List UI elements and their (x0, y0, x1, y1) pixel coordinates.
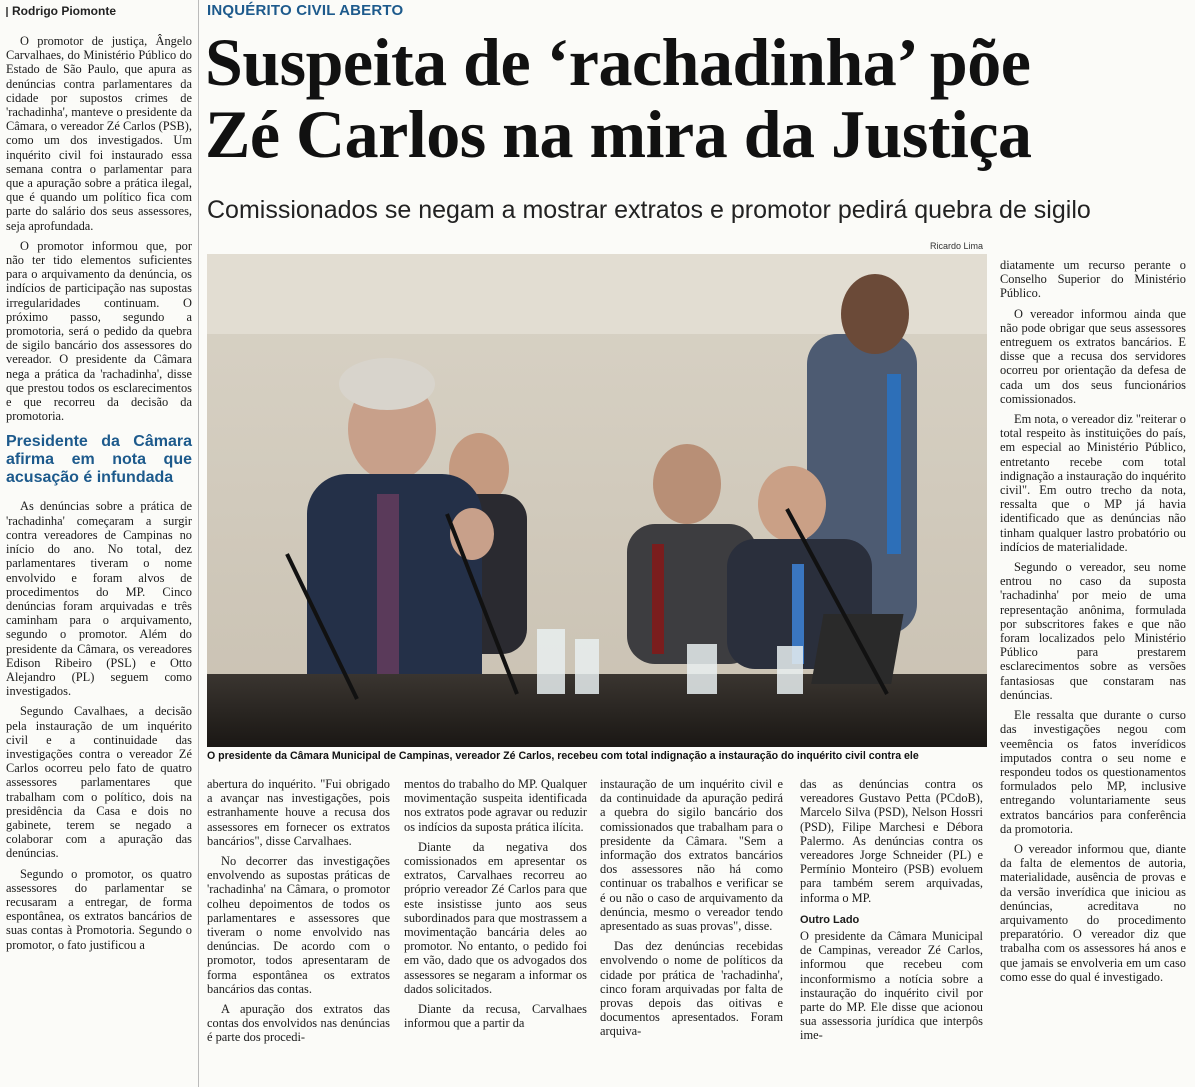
col1-subhead: Presidente da Câmara afirma em nota que acusação é infundada (6, 433, 192, 487)
col1-paragraph-3: As denúncias sobre a prática de 'rachadinha' começaram a surgir contra vereadores de Campinas no início do ano. No total, dez parlamentares tiveram o nome envolvido e foram alvos de procedimentos do MP. Cinco denúncias foram arquivadas e três caminham para o arquivamento, segundo o promotor. Além do presidente da Câmara, os vereadores Edison Ribeiro (PSL) e Otto Alejandro (PL) seguem como investigados. (6, 499, 192, 699)
col6-paragraph-4: Segundo o vereador, seu nome entrou no caso da suposta 'rachadinha' por meio de uma representação anônima, formulada por subscritores fakes e que não foram localizados pelo Ministério Público para prestarem esclarecimentos sobre as versões fantasiosas que constaram nas denúncias. (1000, 560, 1186, 702)
byline-text: Rodrigo Piomonte (12, 4, 116, 18)
col4-paragraph-1: instauração de um inquérito civil e da continuidade da apuração pedirá a quebra do sigilo bancário dos comissionados que trabalham para o presidente da Câmara. "Sem a informação dos extratos bancários dos assessores não há como continuar os trabalhos e verificar se é ou não o caso de arquivamento da denúncia, mesmo o vereador tendo apresentado as suas provas", disse. (600, 777, 783, 934)
headline (205, 26, 1190, 170)
col4-paragraph-2: Das dez denúncias recebidas envolvendo o nome de políticos da cidade por prática de 'rachadinha', cinco foram arquivadas por falta de provas depois das oitivas e documentos apresentados. Foram arquiva- (600, 939, 783, 1039)
col1-paragraph-1: O promotor de justiça, Ângelo Carvalhaes, do Ministério Público do Estado de São Paulo, que apura as denúncias contra parlamentares da cidade por supostos crimes de 'rachadinha', manteve o presidente da Câmara, o vereador Zé Carlos (PSB), como um dos investigados. Um inquérito civil foi instaurado essa semana contra o parlamentar para que a apuração sobre a prática ilegal, que é quando um político fica com parte do salário dos seus assessores, seja aprofundada. (6, 34, 192, 233)
col5-paragraph-2: O presidente da Câmara Municipal de Campinas, vereador Zé Carlos, informou que recebeu com inconformismo a notícia sobre a instauração do inquérito civil por parte do MP. Ele disse que acionou sua assessoria jurídica que interpôs ime- (800, 929, 983, 1043)
col3-paragraph-2: Diante da negativa dos comissionados em apresentar os extratos, Carvalhaes recorreu ao próprio vereador Zé Carlos para que este insistisse junto aos seus subordinados para que mostrassem a movimentação bancária deles ao promotor. No entanto, o pedido foi em vão, dado que os advogados dos assessores se negaram a informar os dados solicitados. (404, 839, 587, 996)
col6-paragraph-5: Ele ressalta que durante o curso das investigações negou com veemência os fatos inverídicos imputados contra o seu nome e respondeu todos os questionamentos formulados pelo MP, inclusive entregando voluntariamente seus extratos bancários para conferência da promotoria. (1000, 708, 1186, 836)
col6-paragraph-1: diatamente um recurso perante o Conselho Superior do Ministério Público. (1000, 258, 1186, 301)
col1-paragraph-2: O promotor informou que, por não ter tido elementos suficientes para o arquivamento da denúncia, os indícios de participação nas supostas irregularidades continuam. O próximo passo, segundo a promotoria, será o pedido da quebra de sigilo bancário dos assessores do vereador. O presidente da Câmara nega a prática da 'rachadinha', disse que prestou todos os esclarecimentos e que recorreu da decisão da promotoria. (6, 238, 192, 424)
col2-paragraph-2: No decorrer das investigações envolvendo as supostas práticas de 'rachadinha' na Câmara, o promotor colheu depoimentos de todos os parlamentares e assessores que tiveram o nome envolvido nas denúncias. De acordo com o promotor, todos apresentaram de forma espontânea os extratos bancários das contas. (207, 854, 390, 996)
column-1 (6, 34, 192, 958)
column-4 (600, 777, 783, 1045)
news-photo (207, 254, 987, 747)
headline-line-2: Zé Carlos na mira da Justiça (205, 96, 1032, 172)
column-3 (404, 777, 587, 1036)
byline-bar (6, 7, 8, 17)
col2-paragraph-3: A apuração dos extratos das contas dos envolvidos nas denúncias é parte dos procedi- (207, 1002, 390, 1045)
deck: Comissionados se negam a mostrar extratos e promotor pedirá quebra de sigilo (207, 196, 1091, 224)
photo-credit: Ricardo Lima (930, 241, 984, 251)
col6-paragraph-2: O vereador informou ainda que não pode obrigar que seus assessores entreguem os extratos bancários. E disse que a recusa dos servidores ocorreu por orientação da defesa de cada um dos seus funcionários comissionados. (1000, 306, 1186, 406)
column-divider (198, 0, 199, 1087)
kicker: INQUÉRITO CIVIL ABERTO (207, 2, 404, 19)
col5-subhead: Outro Lado (800, 913, 860, 926)
col6-paragraph-6: O vereador informou que, diante da falta de elementos de autoria, materialidade, ausência de provas e da versão inverídica que iniciou as denúncias, acreditava no arquivamento do procedimento preparatório. O vereador diz que trabalha com os assessores há anos e que jamais se envolveria em um caso como esse do qual é investigado. (1000, 841, 1186, 984)
col5-paragraph-1: das as denúncias contra os vereadores Gustavo Petta (PCdoB), Marcelo Silva (PSD), Nelson Hossri (PSD), Filipe Marchesi e Débora Palermo. As denúncias contra os vereadores Jorge Schneider (PL) e Permínio Monteiro (PSB) evoluem para também serem arquivadas, informa o MP. (800, 777, 983, 905)
column-2 (207, 777, 390, 1051)
col6-paragraph-3: Em nota, o vereador diz "reiterar o total respeito às instituições do país, em especial ao Ministério Público, entretanto recebe com total indignação a instauração do inquérito civil". Em outro trecho da nota, ressalta que o MP já havia identificado que as denúncias não tinham qualquer lastro probatório ou indícios de materialidade. (1000, 412, 1186, 554)
headline-line-1: Suspeita de ‘rachadinha’ põe (205, 24, 1031, 100)
council-session-photo (207, 254, 987, 747)
col2-paragraph-1: abertura do inquérito. "Fui obrigado a avançar nas investigações, pois estranhamente houve a recusa dos assessores em fornecer os extratos bancários", disse Carvalhaes. (207, 777, 390, 848)
col1-paragraph-5: Segundo o promotor, os quatro assessores do parlamentar se recusaram a entregar, de forma espontânea, os extratos bancários de suas contas à Promotoria. Segundo o promotor, o fato justificou a (6, 866, 192, 952)
col3-paragraph-1: mentos do trabalho do MP. Qualquer movimentação suspeita identificada nos extratos pode agravar ou reduzir os indícios da suposta prática ilícita. (404, 777, 587, 834)
column-6 (1000, 258, 1186, 990)
byline (6, 4, 116, 18)
col3-paragraph-3: Diante da recusa, Carvalhaes informou que a partir da (404, 1002, 587, 1031)
photo-caption: O presidente da Câmara Municipal de Campinas, vereador Zé Carlos, recebeu com total indignação a instauração do inquérito civil contra ele (207, 750, 919, 762)
col1-paragraph-4: Segundo Cavalhaes, a decisão pela instauração de um inquérito civil e a continuidade das investigações contra o vereador Zé Carlos ocorreu pelo fato de quatro assessores parlamentares que trabalham com o político, dois na presidência da Casa e dois no gabinete, terem se negado a colaborar com a apuração das denúncias. (6, 704, 192, 861)
column-5 (800, 777, 983, 1049)
